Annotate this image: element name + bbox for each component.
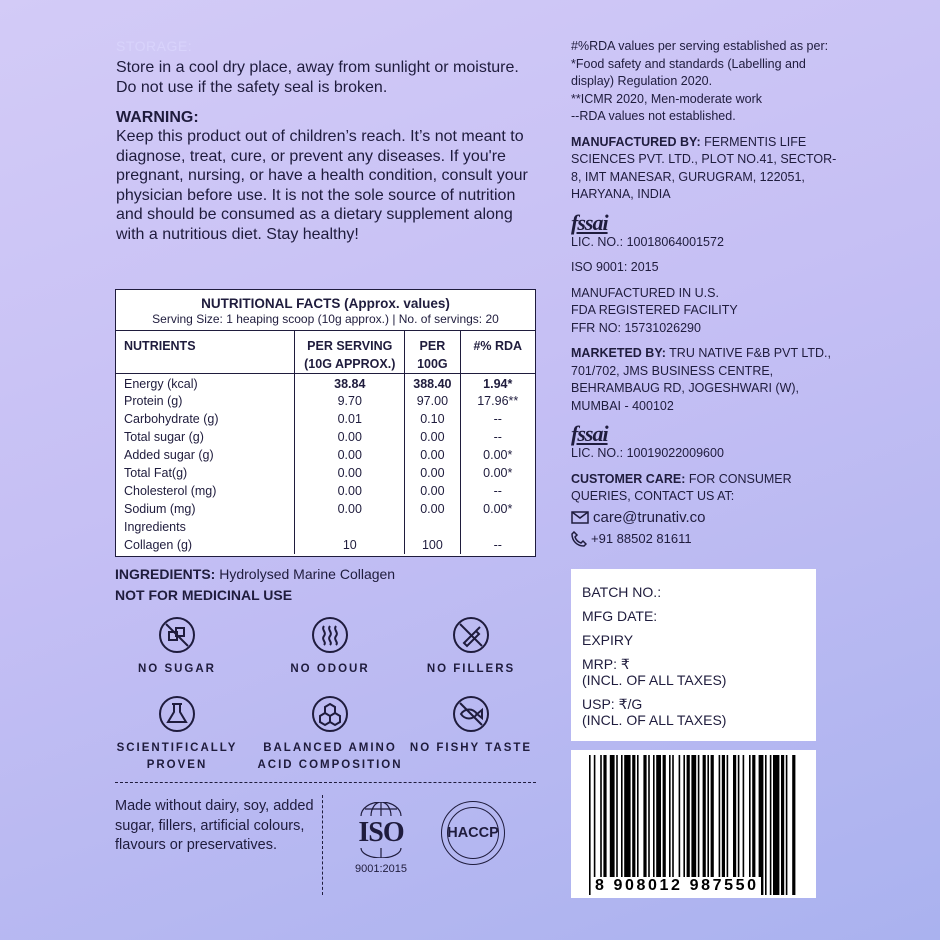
table-cell: Total Fat(g) bbox=[124, 465, 188, 480]
col-header: #% RDA bbox=[460, 331, 535, 374]
barcode-bar bbox=[719, 755, 721, 895]
barcode-bar bbox=[632, 755, 635, 895]
phone: +91 88502 81611 bbox=[571, 530, 841, 548]
license-2: LIC. NO.: 10019022009600 bbox=[571, 446, 724, 460]
table-cell: -- bbox=[460, 410, 535, 428]
table-cell: -- bbox=[460, 482, 535, 500]
table-row bbox=[116, 536, 535, 554]
us-facility: MANUFACTURED IN U.S. FDA REGISTERED FACILITY FFR NO: 15731026290 bbox=[571, 285, 738, 335]
no-fillers-icon bbox=[451, 615, 491, 655]
barcode-bar bbox=[707, 755, 709, 895]
table-cell: 17.96** bbox=[460, 392, 535, 410]
barcode-bar bbox=[738, 755, 740, 895]
col-header: PER 100G bbox=[405, 331, 460, 374]
barcode bbox=[571, 750, 816, 898]
barcode-bar bbox=[759, 755, 764, 895]
table-cell bbox=[460, 518, 535, 536]
table-cell: 0.00 bbox=[295, 446, 405, 464]
table-row bbox=[116, 500, 535, 518]
amino-icon bbox=[310, 694, 350, 734]
barcode-bar bbox=[648, 755, 650, 895]
table-cell: Sodium (mg) bbox=[124, 501, 196, 516]
fssai-logo: fssai bbox=[571, 209, 608, 235]
barcode-bar bbox=[637, 755, 639, 895]
table-cell: 38.84 bbox=[295, 374, 405, 392]
email bbox=[571, 509, 841, 527]
table-cell: -- bbox=[460, 428, 535, 446]
flask-icon bbox=[157, 694, 197, 734]
barcode-bar bbox=[672, 755, 674, 895]
table-cell: 97.00 bbox=[405, 392, 460, 410]
barcode-bar bbox=[624, 755, 630, 895]
fssai-logo: fssai bbox=[571, 421, 608, 446]
serving-size: Serving Size: 1 heaping scoop (10g approx.) | No. of servings: 20 bbox=[152, 312, 499, 326]
license-1: LIC. NO.: 10018064001572 bbox=[571, 234, 724, 249]
barcode-bar bbox=[752, 755, 755, 895]
made-without-text: Made without dairy, soy, added sugar, fillers, artificial colours, flavours or preservatives. bbox=[115, 798, 314, 853]
table-cell: 0.00 bbox=[405, 464, 460, 482]
right-column bbox=[571, 38, 841, 548]
mail-icon bbox=[571, 511, 589, 524]
barcode-bar bbox=[792, 755, 795, 895]
manufacturer: MANUFACTURED BY: FERMENTIS LIFE SCIENCES PVT. LTD., PLOT NO.41, SECTOR-8, IMT MANESAR, GURUGRAM, 122051, HARYANA, INDIA bbox=[571, 134, 837, 201]
badge-no-odour: NO ODOUR bbox=[255, 615, 405, 678]
table-cell: 0.00 bbox=[405, 428, 460, 446]
barcode-bar bbox=[589, 755, 591, 895]
barcode-bar bbox=[669, 755, 671, 895]
ingredients bbox=[115, 566, 395, 582]
table-row bbox=[116, 482, 535, 500]
table-cell: Energy (kcal) bbox=[124, 376, 198, 391]
barcode-bar bbox=[687, 755, 690, 895]
no-sugar-icon bbox=[157, 615, 197, 655]
iso-logo: ISO 9001:2015 bbox=[350, 802, 412, 875]
warning-heading: WARNING: bbox=[116, 109, 199, 126]
table-cell: 0.00* bbox=[460, 500, 535, 518]
barcode-bar bbox=[653, 755, 655, 895]
barcode-bar bbox=[663, 755, 666, 895]
ingredients-label: INGREDIENTS: bbox=[115, 566, 216, 582]
table-cell: 100 bbox=[405, 536, 460, 554]
table-cell: 0.00 bbox=[405, 482, 460, 500]
barcode-number: 8 908012 987550 bbox=[595, 877, 759, 894]
table-cell: Carbohydrate (g) bbox=[124, 411, 219, 426]
barcode-bar bbox=[711, 755, 714, 895]
table-cell: Collagen (g) bbox=[124, 537, 193, 552]
badge-scientifically-proven: SCIENTIFICALLY PROVEN bbox=[102, 694, 252, 774]
table-row bbox=[116, 428, 535, 446]
table-cell: -- bbox=[460, 536, 535, 554]
table-cell: 9.70 bbox=[295, 392, 405, 410]
table-cell: 388.40 bbox=[405, 374, 460, 392]
barcode-bar bbox=[703, 755, 706, 895]
batch-info-box: BATCH NO.: MFG DATE: EXPIRY MRP: ₹ (INCL. OF ALL TAXES) USP: ₹/G (INCL. OF ALL TAXES) bbox=[571, 569, 816, 741]
iso-text: ISO 9001: 2015 bbox=[571, 260, 659, 274]
col-header: PER SERVING (10G APPROX.) bbox=[295, 331, 405, 374]
barcode-bar bbox=[773, 755, 779, 895]
table-cell: Added sugar (g) bbox=[124, 447, 214, 462]
table-cell: 0.00* bbox=[460, 464, 535, 482]
barcode-bars bbox=[589, 755, 801, 895]
barcode-bar bbox=[749, 755, 751, 895]
table-cell: 0.01 bbox=[295, 410, 405, 428]
table-cell: 0.00 bbox=[405, 446, 460, 464]
rda-notes: #%RDA values per serving established as per: *Food safety and standards (Labelling and display) Regulation 2020. **ICMR 2020, Men-moderate work --RDA values not established. bbox=[571, 39, 829, 123]
warning-text: Keep this product out of children’s reach. It’s not meant to diagnose, treat, cure, or prevent any diseases. If you're pregnant, nursing, or have a health condition, consult your physician before use. It is not the sole source of nutrition and should be consumed as a dietary supplement along with a nutritious diet. Stay healthy! bbox=[116, 128, 528, 243]
nutrition-facts-table bbox=[115, 289, 536, 557]
barcode-bar bbox=[743, 755, 745, 895]
table-row bbox=[116, 518, 535, 536]
table-cell: 0.10 bbox=[405, 410, 460, 428]
table-cell: 0.00 bbox=[295, 464, 405, 482]
table-cell: 0.00 bbox=[295, 482, 405, 500]
table-row bbox=[116, 446, 535, 464]
barcode-bar bbox=[643, 755, 646, 895]
barcode-bar bbox=[786, 755, 788, 895]
table-cell: Ingredients bbox=[124, 519, 186, 534]
nutrition-title: NUTRITIONAL FACTS (Approx. values) bbox=[201, 296, 450, 311]
table-cell: Total sugar (g) bbox=[124, 429, 204, 444]
storage-text: Store in a cool dry place, away from sunlight or moisture. Do not use if the safety seal is broken. bbox=[116, 59, 519, 96]
table-row bbox=[116, 374, 535, 392]
table-row bbox=[116, 392, 535, 410]
barcode-bar bbox=[603, 755, 606, 895]
haccp-logo: HACCP bbox=[441, 801, 505, 865]
barcode-bar bbox=[698, 755, 700, 895]
no-odour-icon bbox=[310, 615, 350, 655]
barcode-bar bbox=[770, 755, 772, 895]
table-cell bbox=[405, 518, 460, 536]
badge-no-fillers: NO FILLERS bbox=[396, 615, 546, 678]
barcode-bar bbox=[610, 755, 615, 895]
phone-icon bbox=[571, 531, 587, 547]
ingredients-value: Hydrolysed Marine Collagen bbox=[219, 566, 396, 582]
customer-care: CUSTOMER CARE: FOR CONSUMER QUERIES, CONTACT US AT: bbox=[571, 471, 792, 503]
table-cell bbox=[295, 518, 405, 536]
barcode-bar bbox=[600, 755, 602, 895]
table-cell: 0.00 bbox=[405, 500, 460, 518]
table-cell: Protein (g) bbox=[124, 393, 183, 408]
barcode-bar bbox=[594, 755, 596, 895]
badge-no-sugar: NO SUGAR bbox=[102, 615, 252, 678]
barcode-bar bbox=[683, 755, 685, 895]
barcode-bar bbox=[656, 755, 661, 895]
table-cell: 1.94* bbox=[460, 374, 535, 392]
barcode-bar bbox=[691, 755, 696, 895]
table-cell: 0.00 bbox=[295, 428, 405, 446]
email-link[interactable]: care@trunativ.co bbox=[593, 508, 706, 526]
barcode-bar bbox=[722, 755, 725, 895]
barcode-bar bbox=[727, 755, 729, 895]
barcode-bar bbox=[621, 755, 623, 895]
barcode-bar bbox=[679, 755, 681, 895]
not-medicinal-label: NOT FOR MEDICINAL USE bbox=[115, 587, 293, 603]
barcode-bar bbox=[781, 755, 784, 895]
table-row bbox=[116, 464, 535, 482]
table-cell: 0.00* bbox=[460, 446, 535, 464]
table-cell: Cholesterol (mg) bbox=[124, 483, 217, 498]
barcode-bar bbox=[765, 755, 767, 895]
storage-heading: STORAGE: bbox=[116, 38, 193, 54]
barcode-bar bbox=[733, 755, 736, 895]
col-header: NUTRIENTS bbox=[116, 331, 295, 374]
table-row bbox=[116, 410, 535, 428]
no-fish-icon bbox=[451, 694, 491, 734]
badge-no-fishy-taste: NO FISHY TASTE bbox=[396, 694, 546, 757]
badge-balanced-amino: BALANCED AMINO ACID COMPOSITION bbox=[255, 694, 405, 774]
divider bbox=[115, 782, 536, 783]
barcode-bar bbox=[616, 755, 618, 895]
table-cell: 10 bbox=[295, 536, 405, 554]
marketer: MARKETED BY: TRU NATIVE F&B PVT LTD., 701/702, JMS BUSINESS CENTRE, BEHRAMBAUG RD, JOGESHWARI (W), MUMBAI - 400102 bbox=[571, 346, 831, 413]
table-cell: 0.00 bbox=[295, 500, 405, 518]
